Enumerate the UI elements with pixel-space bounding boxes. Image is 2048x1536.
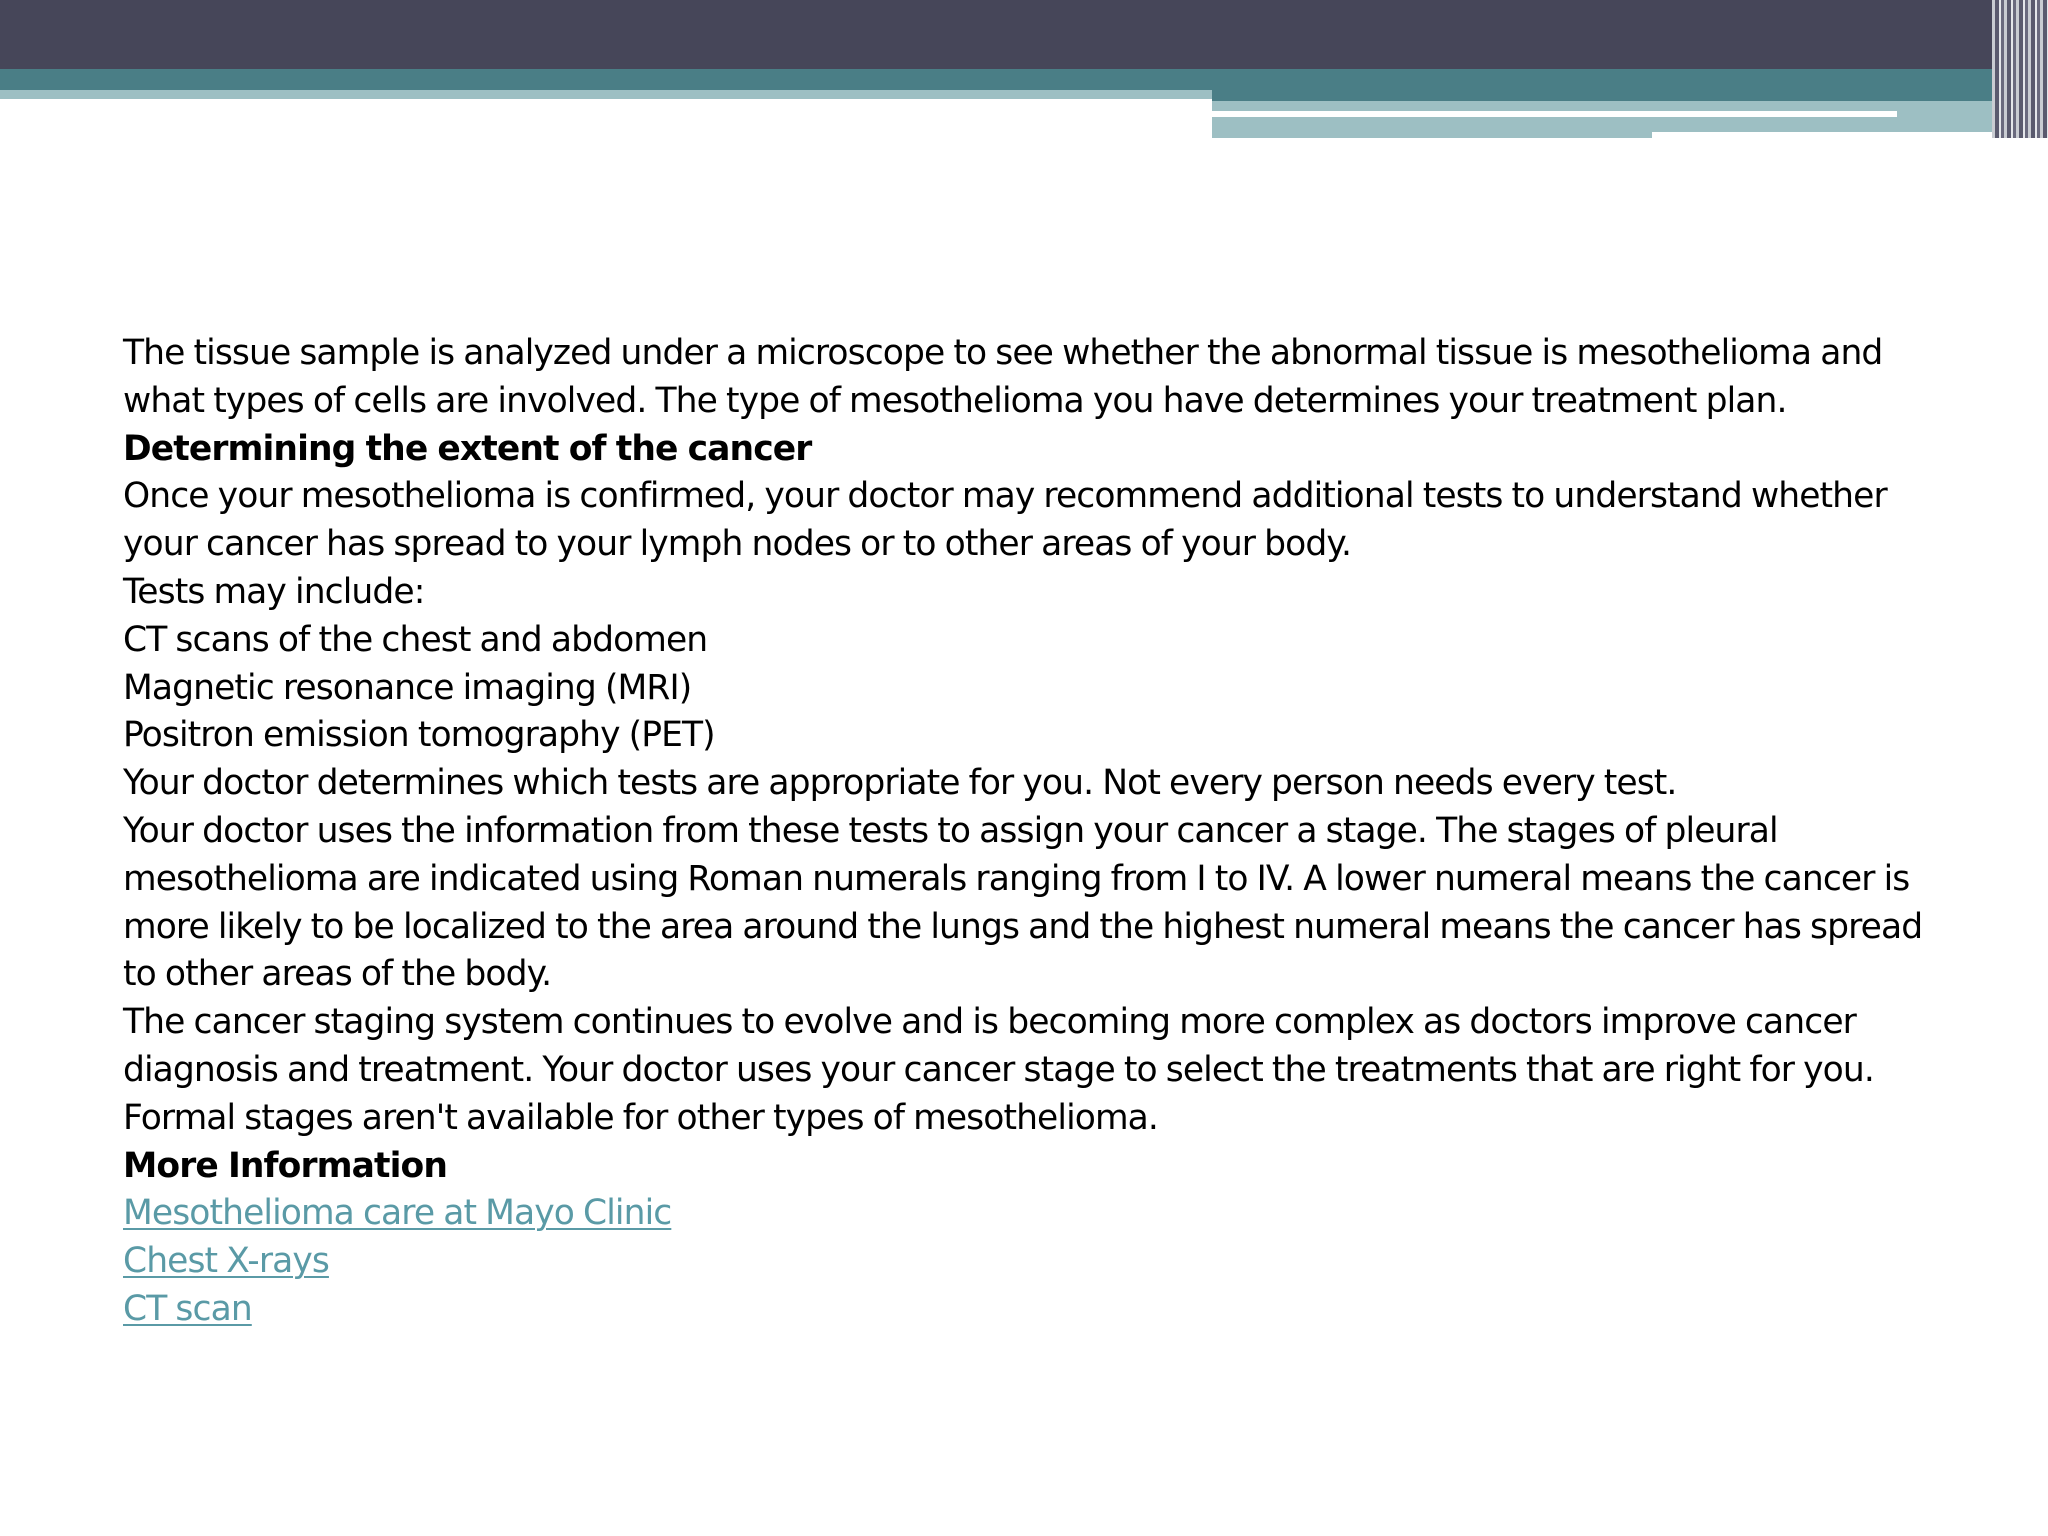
body-line: The tissue sample is analyzed under a microscope to see whether the abnormal tissue is mesothelioma and [123, 333, 1883, 373]
link-row [123, 1238, 1923, 1286]
body-line: to other areas of the body. [123, 954, 552, 995]
link-mesothelioma-care[interactable]: Mesothelioma care at Mayo Clinic [123, 1193, 672, 1234]
body-line: Formal stages aren't available for other types of mesothelioma. [123, 1097, 1158, 1138]
link-ct-scan[interactable]: CT scan [123, 1288, 252, 1329]
body-line: Your doctor uses the information from these tests to assign your cancer a stage. The stages of pleural [123, 810, 1778, 851]
header-stripes-decoration [1992, 0, 2048, 138]
body-line: Once your mesothelioma is confirmed, your doctor may recommend additional tests to understand whether [123, 476, 1887, 517]
test-item: CT scans of the chest and abdomen [123, 619, 708, 660]
header-white-notch [1652, 132, 2048, 138]
body-line: more likely to be localized to the area around the lungs and the highest numeral means the cancer has spread [123, 906, 1923, 947]
tests-intro: Tests may include: [123, 571, 425, 612]
test-item: Positron emission tomography (PET) [123, 715, 715, 756]
body-line: mesothelioma are indicated using Roman numerals ranging from I to IV. A lower numeral means the cancer is [123, 858, 1910, 899]
header-teal-bar-right [1212, 69, 2048, 101]
header-white-line [1212, 111, 1897, 117]
body-line: what types of cells are involved. The type of mesothelioma you have determines your treatment plan. [123, 380, 1787, 421]
body-line: diagnosis and treatment. Your doctor uses your cancer stage to select the treatments that are right for you. [123, 1049, 1874, 1090]
test-item: Magnetic resonance imaging (MRI) [123, 667, 692, 708]
slide-body-text [123, 330, 1923, 1334]
body-line: Your doctor determines which tests are appropriate for you. Not every person needs every test. [123, 763, 1677, 804]
body-line: your cancer has spread to your lymph nodes or to other areas of your body. [123, 524, 1352, 565]
header-dark-bar [0, 0, 2048, 69]
header-teal-bar-left [0, 69, 1212, 90]
heading-more-information: More Information [123, 1145, 447, 1186]
link-row [123, 1286, 1923, 1334]
link-row [123, 1190, 1923, 1238]
body-line: The cancer staging system continues to evolve and is becoming more complex as doctors improve cancer [123, 1002, 1856, 1043]
header-light-bar-left [0, 90, 1212, 99]
link-chest-x-rays[interactable]: Chest X-rays [123, 1241, 329, 1282]
heading-extent: Determining the extent of the cancer [123, 428, 812, 469]
